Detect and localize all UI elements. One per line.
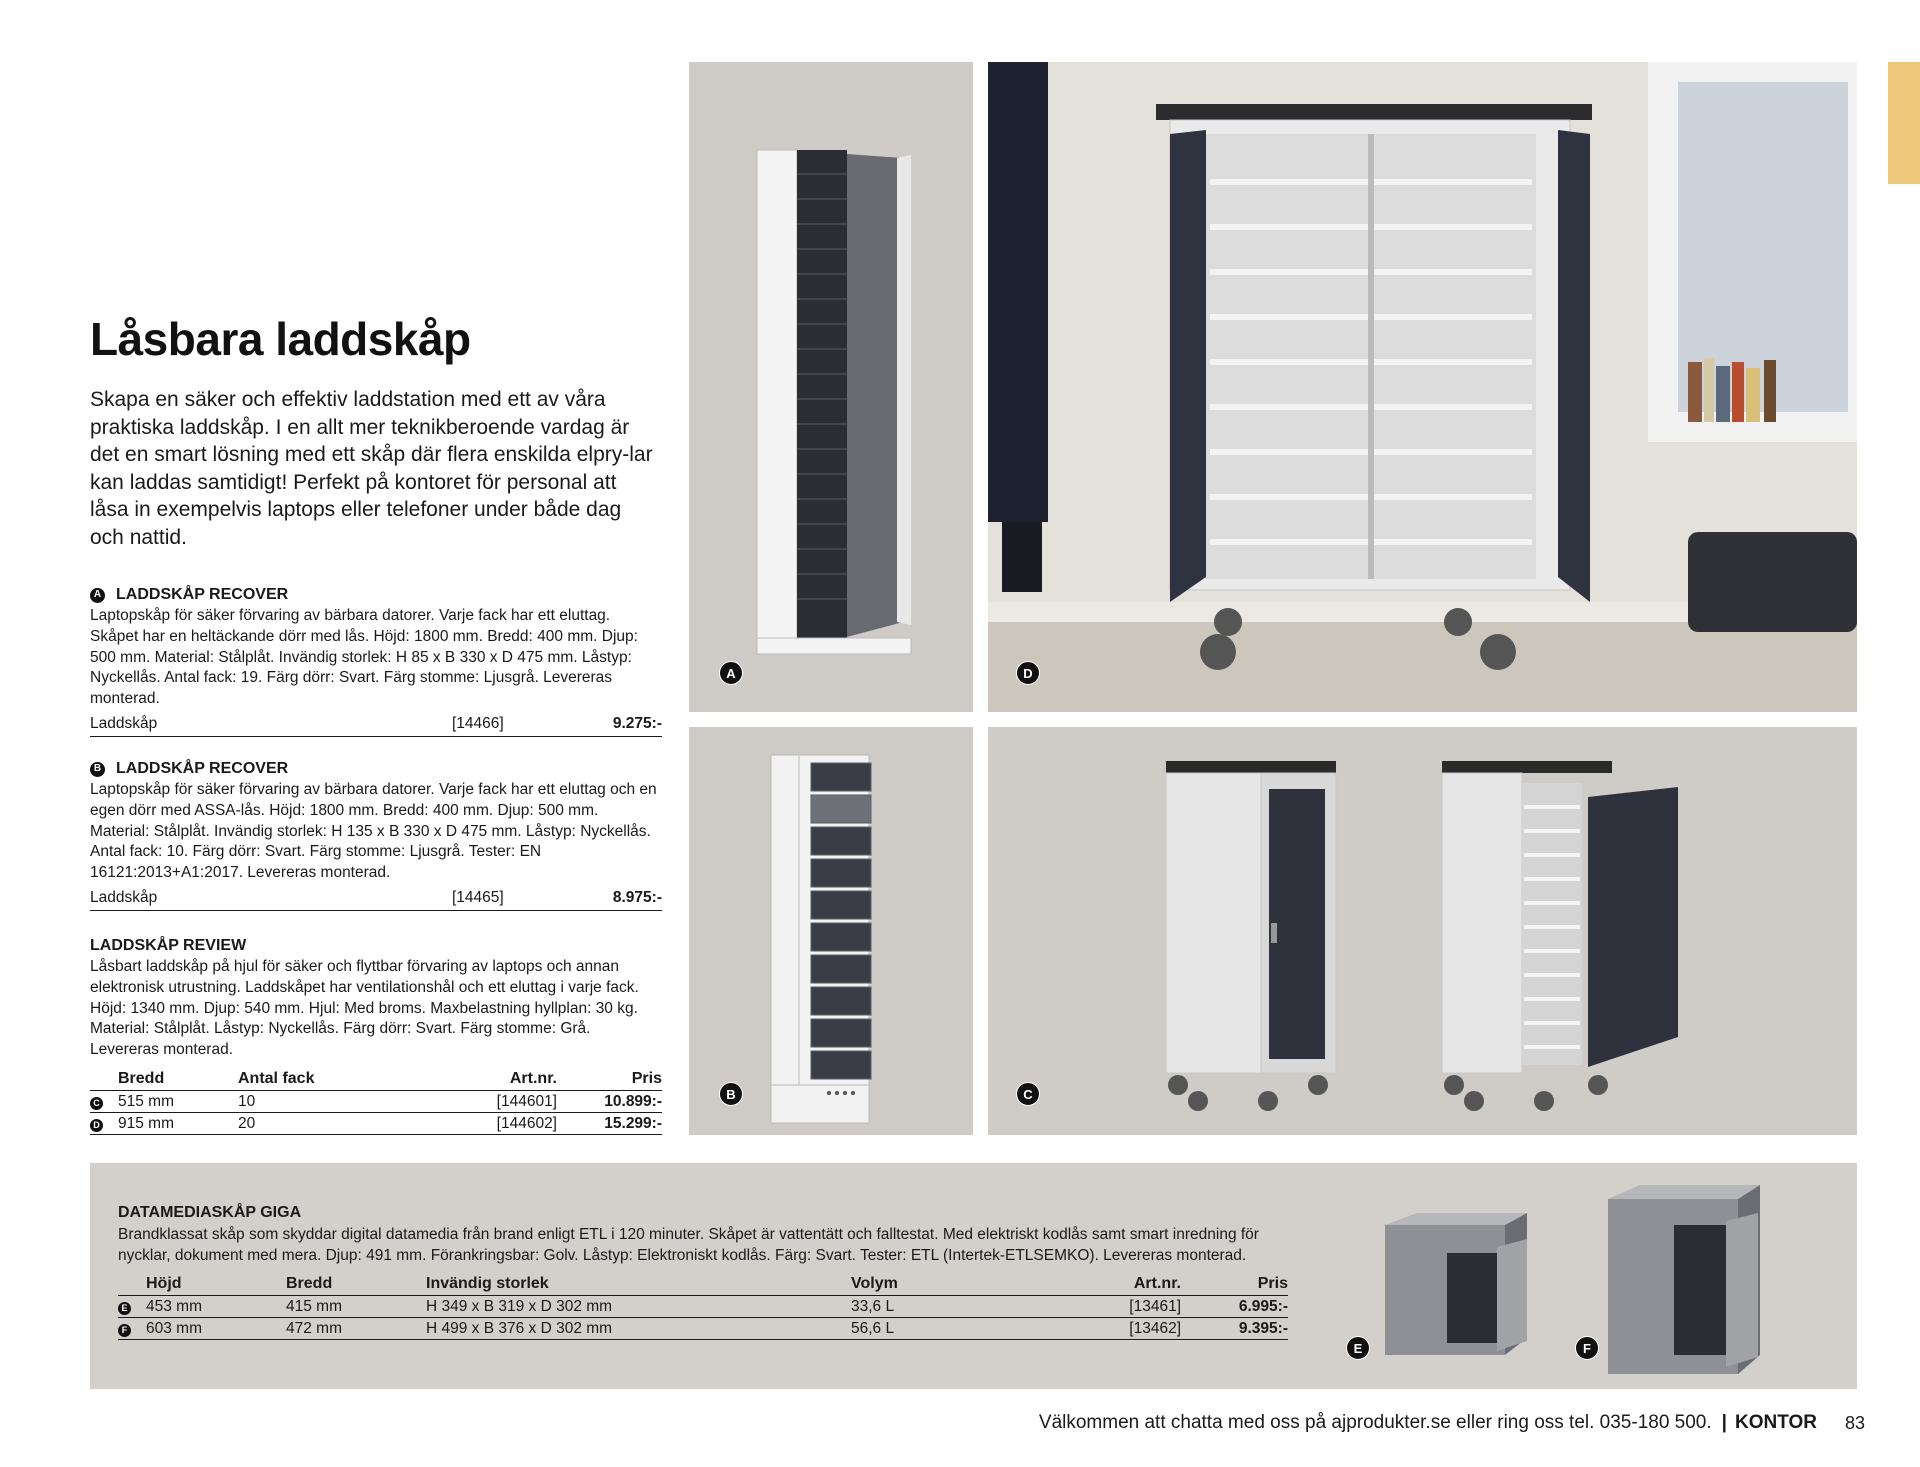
cell-price: 10.899:- <box>557 1090 662 1112</box>
cell-art: [13462] <box>1051 1318 1181 1340</box>
product-name: LADDSKÅP RECOVER <box>116 760 289 777</box>
cell-price: 9.395:- <box>1181 1318 1288 1340</box>
photo-b <box>689 727 973 1135</box>
review-spec-table <box>90 1069 662 1135</box>
price-row <box>90 884 662 911</box>
cell-width: 515 mm <box>118 1090 238 1112</box>
giga-spec-table <box>118 1274 1288 1340</box>
row-name: Laddskåp <box>90 714 158 732</box>
section-tab-marker <box>1888 62 1920 184</box>
price: 8.975:- <box>612 888 662 906</box>
table-row <box>90 1112 662 1134</box>
cell-price: 15.299:- <box>557 1112 662 1134</box>
room-cart-illustration <box>988 62 1857 712</box>
table-row <box>118 1296 1288 1318</box>
product-review-heading: LADDSKÅP REVIEW <box>90 937 247 954</box>
cell-height: 603 mm <box>146 1318 286 1340</box>
row-badge: D <box>90 1119 103 1132</box>
col-width: Bredd <box>118 1069 238 1091</box>
photo-badge-f: F <box>1575 1336 1599 1360</box>
row-badge: E <box>118 1302 131 1315</box>
giga-description: Brandklassat skåp som skyddar digital datamedia från brand enligt ETL i 120 minuter. Skåpet är vattentätt och falltestat. Med elektriskt kodlås samt smart inredning för nycklar, dokument med mera. Djup: 491 mm. Förankringsbar: Golv. Låstyp: Elektroniskt kodlås. Färg: Svart. Tester: ETL (Intertek-ETLSEMKO). Levereras monterad. <box>118 1226 1259 1264</box>
article-number: [14466] <box>452 714 504 732</box>
col-art: Art.nr. <box>417 1069 557 1091</box>
product-description: Låsbart laddskåp på hjul för säker och flyttbar förvaring av laptops och annan elektronisk utrustning. Laddskåpet har ventilationshål och ett eluttag i varje fack. Höjd: 1340 mm. Djup: 540 mm. Hjul: Med broms. Maxbelastning hyllplan: 30 kg. Material: Stålplåt. Låstyp: Nyckellås. Färg dörr: Svart. Färg stomme: Grå. Levereras monterad. <box>90 958 639 1059</box>
product-name: LADDSKÅP RECOVER <box>116 586 289 603</box>
col-volume: Volym <box>851 1274 1051 1296</box>
col-art: Art.nr. <box>1051 1274 1181 1296</box>
cell-compartments: 20 <box>238 1112 417 1134</box>
footer-separator: | <box>1721 1412 1727 1433</box>
cell-volume: 56,6 L <box>851 1318 1051 1340</box>
col-width: Bredd <box>286 1274 426 1296</box>
col-compartments: Antal fack <box>238 1069 417 1091</box>
price: 9.275:- <box>612 714 662 732</box>
safe-e-illustration <box>1377 1213 1537 1383</box>
col-price: Pris <box>557 1069 662 1091</box>
cell-art: [144602] <box>417 1112 557 1134</box>
product-a <box>90 585 662 737</box>
photo-c <box>988 727 1857 1135</box>
locker-a-illustration <box>689 62 973 712</box>
giga-heading: DATAMEDIASKÅP GIGA <box>118 1204 302 1221</box>
cell-volume: 33,6 L <box>851 1296 1051 1318</box>
photo-badge-c: C <box>1016 1082 1040 1106</box>
cell-width: 415 mm <box>286 1296 426 1318</box>
product-review <box>90 936 662 1135</box>
cell-inner-size: H 349 x B 319 x D 302 mm <box>426 1296 851 1318</box>
row-badge: C <box>90 1097 103 1110</box>
cell-art: [144601] <box>417 1090 557 1112</box>
product-description: Laptopskåp för säker förvaring av bärbara datorer. Varje fack har ett eluttag och en egen dörr med ASSA-lås. Höjd: 1800 mm. Bredd: 400 mm. Djup: 500 mm. Material: Stålplåt. Invändig storlek: H 135 x B 330 x D 475 mm. Låstyp: Nyckellås. Antal fack: 10. Färg dörr: Svart. Färg stomme: Ljusgrå. Tester: EN 16121:2013+A1:2017. Levereras monterad. <box>90 781 657 882</box>
col-height: Höjd <box>146 1274 286 1296</box>
cell-inner-size: H 499 x B 376 x D 302 mm <box>426 1318 851 1340</box>
product-badge: B <box>90 762 105 777</box>
photo-d <box>988 62 1857 712</box>
table-row <box>118 1318 1288 1340</box>
locker-b-illustration <box>689 727 973 1135</box>
footer-contact-text: Välkommen att chatta med oss på ajprodukter.se eller ring oss tel. 035-180 500. <box>1038 1412 1712 1433</box>
price-row <box>90 710 662 737</box>
photo-badge-a: A <box>719 661 743 685</box>
safe-f-illustration <box>1600 1185 1770 1385</box>
cell-height: 453 mm <box>146 1296 286 1318</box>
photo-badge-b: B <box>719 1082 743 1106</box>
giga-text <box>118 1203 1288 1340</box>
cell-width: 915 mm <box>118 1112 238 1134</box>
giga-panel <box>90 1163 1857 1389</box>
mobile-carts-illustration <box>988 727 1857 1135</box>
col-price: Pris <box>1181 1274 1288 1296</box>
page-title: Låsbara laddskåp <box>90 313 471 365</box>
row-badge: F <box>118 1324 131 1337</box>
photo-badge-e: E <box>1346 1336 1370 1360</box>
product-badge: A <box>90 588 105 603</box>
photo-a <box>689 62 973 712</box>
article-number: [14465] <box>452 888 504 906</box>
intro-text: Skapa en säker och effektiv laddstation med ett av våra praktiska laddskåp. I en allt mer teknikberoende vardag är det en smart lösning med ett skåp där flera enskilda elpry-lar kan laddas samtidigt! Perfekt på kontoret för personal att låsa in exempelvis laptops eller telefoner under både dag och nattid. <box>90 388 653 549</box>
cell-compartments: 10 <box>238 1090 417 1112</box>
footer <box>1039 1412 1865 1434</box>
col-inner-size: Invändig storlek <box>426 1274 851 1296</box>
product-a-heading <box>90 585 662 605</box>
cell-art: [13461] <box>1051 1296 1181 1318</box>
cell-price: 6.995:- <box>1181 1296 1288 1318</box>
table-row <box>90 1090 662 1112</box>
product-b-heading <box>90 759 662 779</box>
footer-section: KONTOR <box>1734 1412 1817 1433</box>
product-b <box>90 759 662 911</box>
photo-badge-d: D <box>1016 661 1040 685</box>
cell-width: 472 mm <box>286 1318 426 1340</box>
product-description: Laptopskåp för säker förvaring av bärbara datorer. Varje fack har ett eluttag. Skåpet har en heltäckande dörr med lås. Höjd: 1800 mm. Bredd: 400 mm. Djup: 500 mm. Material: Stålplåt. Invändig storlek: H 85 x B 330 x D 475 mm. Låstyp: Nyckellås. Antal fack: 19. Färg dörr: Svart. Färg stomme: Ljusgrå. Levereras monterad. <box>90 607 638 708</box>
page-number: 83 <box>1844 1412 1865 1433</box>
row-name: Laddskåp <box>90 888 158 906</box>
